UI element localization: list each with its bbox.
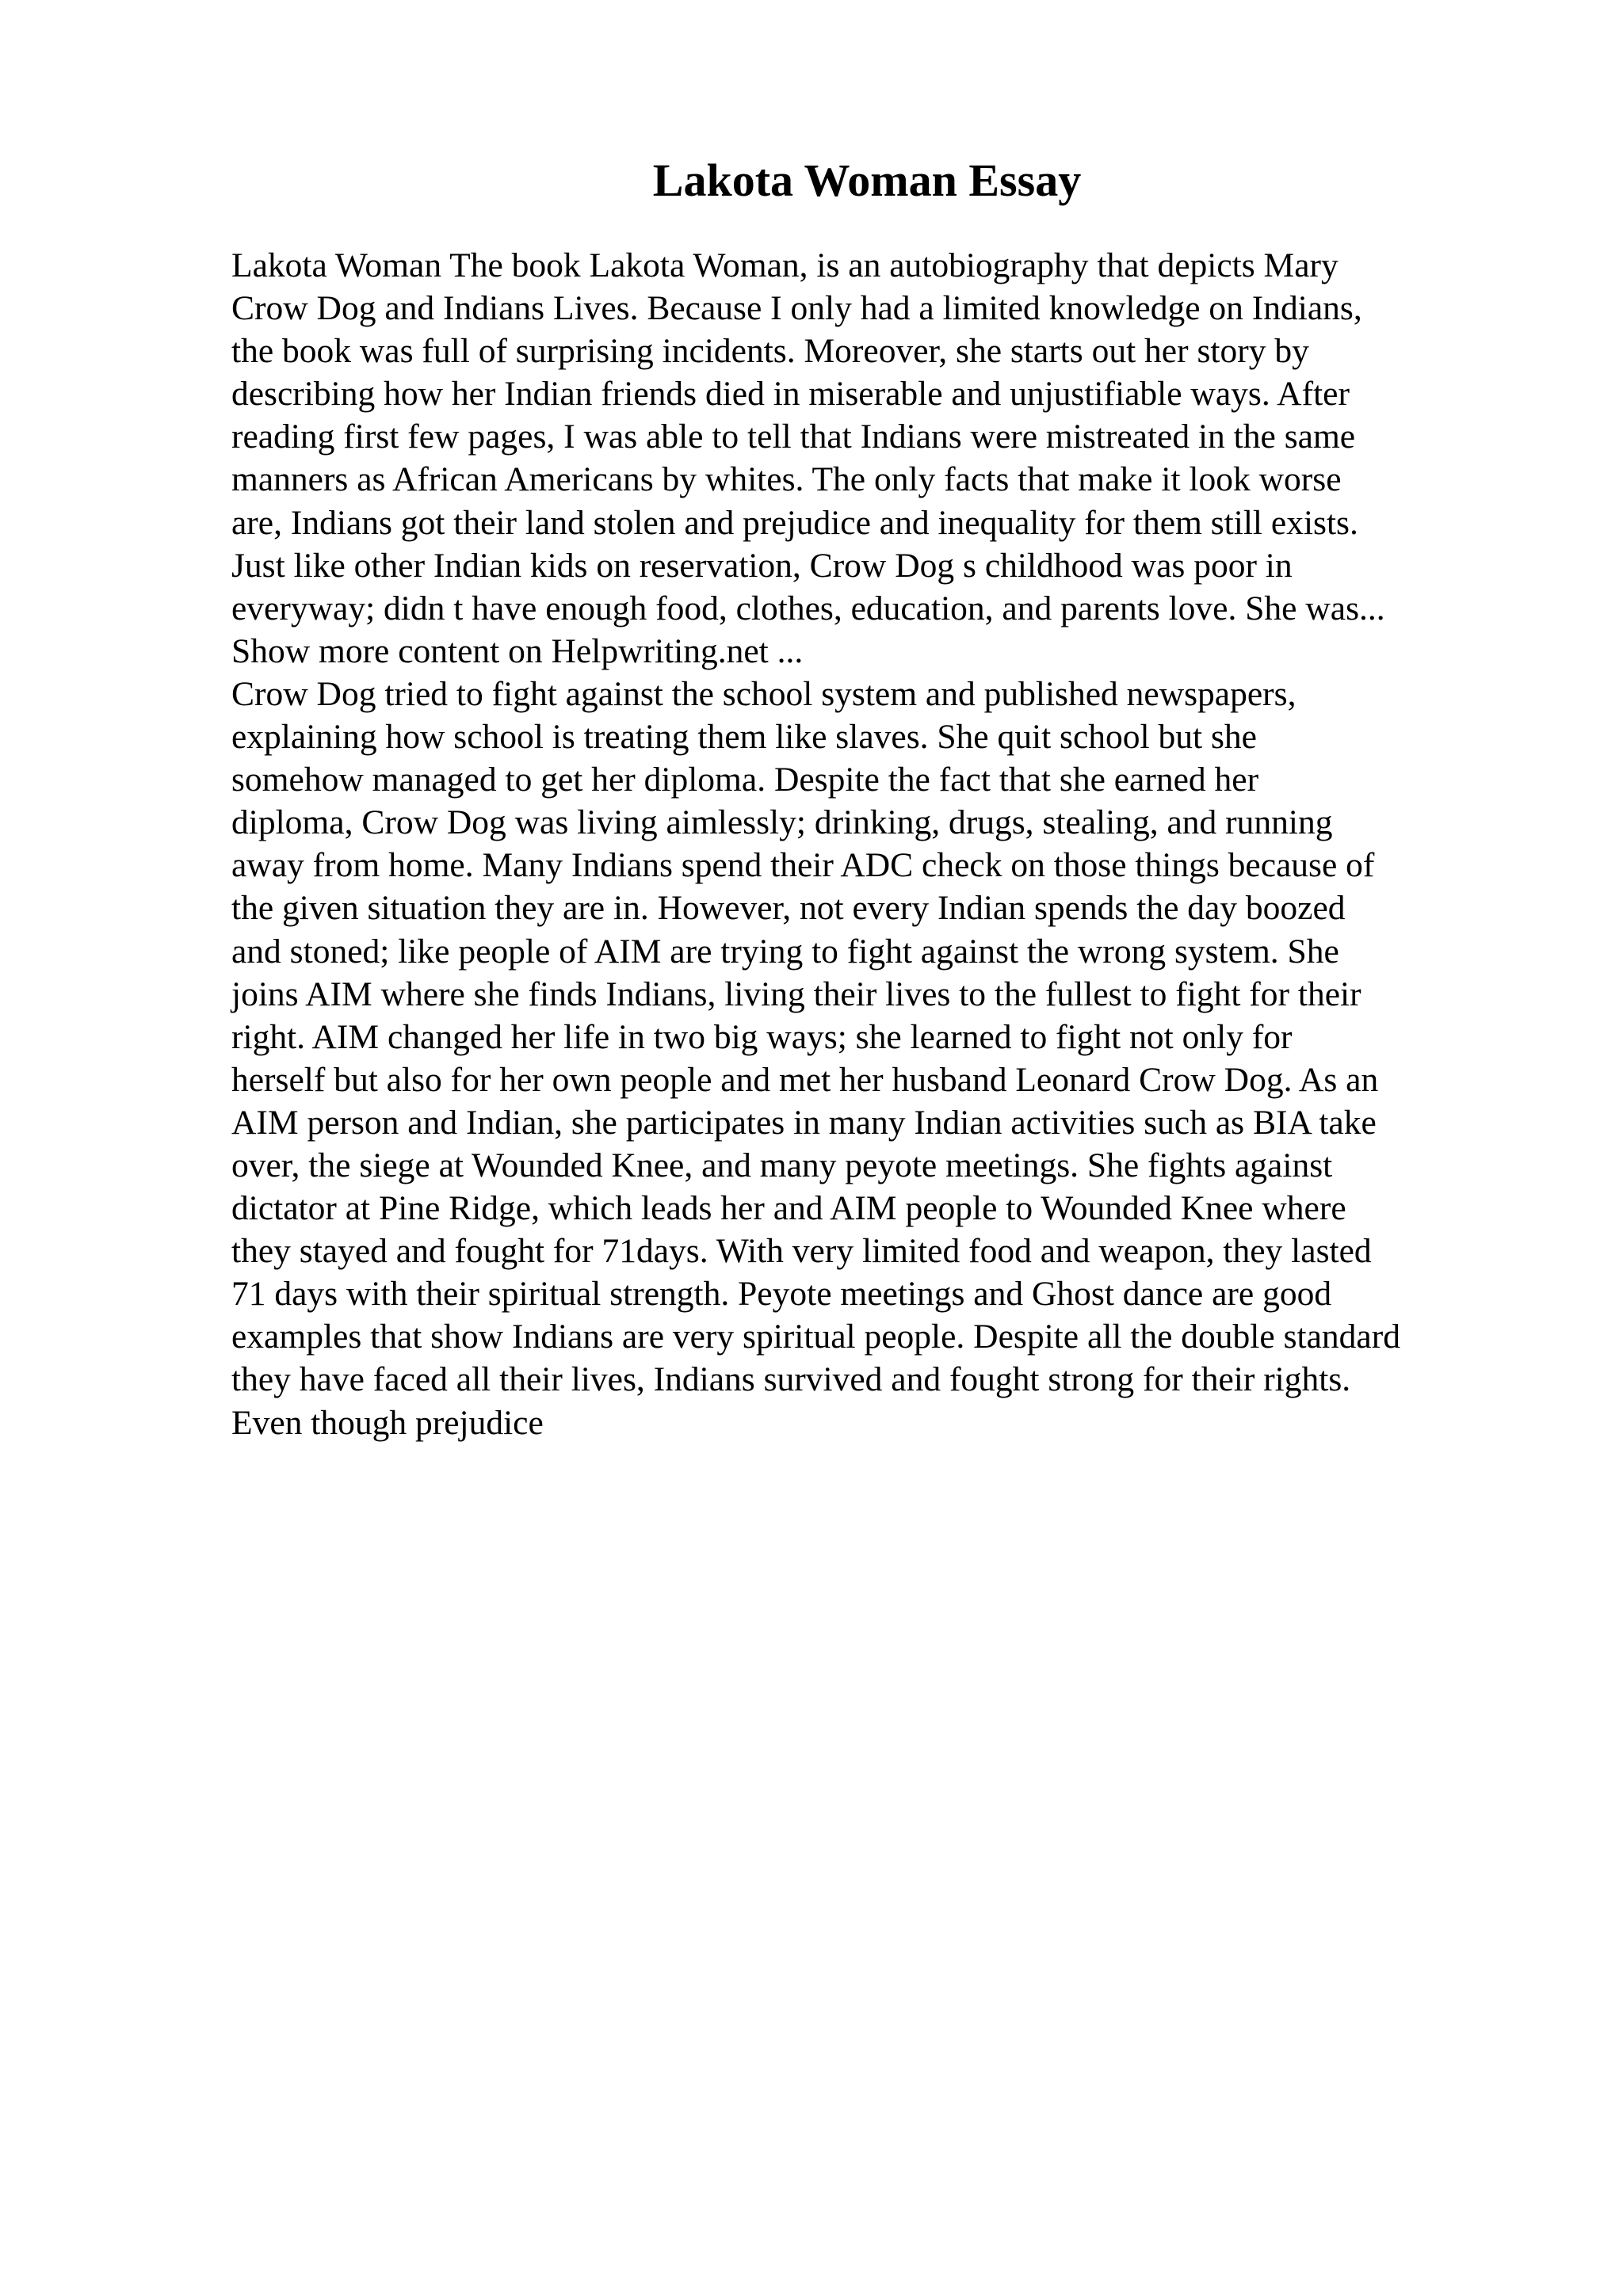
essay-line: diploma, Crow Dog was living aimlessly; drinking, drugs, stealing, and running [231, 803, 1333, 842]
essay-line: Even though prejudice [231, 1403, 544, 1442]
essay-line: everyway; didn t have enough food, clothes, education, and parents love. She was... [231, 589, 1385, 627]
essay-line: 71 days with their spiritual strength. Peyote meetings and Ghost dance are good [231, 1275, 1332, 1314]
essay-line: Crow Dog tried to fight against the school system and published newspapers, [231, 674, 1296, 713]
essay-line: and stoned; like people of AIM are trying to fight against the wrong system. She [231, 932, 1339, 971]
essay-line: they stayed and fought for 71days. With very limited food and weapon, they lasted [231, 1232, 1372, 1271]
essay-line: AIM person and Indian, she participates in many Indian activities such as BIA take [231, 1103, 1377, 1142]
essay-line: Crow Dog and Indians Lives. Because I only had a limited knowledge on Indians, [231, 289, 1362, 328]
essay-line: right. AIM changed her life in two big ways; she learned to fight not only for [231, 1017, 1293, 1056]
essay-line: somehow managed to get her diploma. Despite the fact that she earned her [231, 761, 1259, 799]
essay-line: reading first few pages, I was able to tell that Indians were mistreated in the same [231, 418, 1356, 456]
essay-line: joins AIM where she finds Indians, living their lives to the fullest to fight for their [231, 974, 1361, 1013]
essay-line: dictator at Pine Ridge, which leads her and AIM people to Wounded Knee where [231, 1189, 1346, 1228]
essay-line: describing how her Indian friends died in miserable and unjustifiable ways. After [231, 375, 1350, 414]
essay-line: manners as African Americans by whites. The only facts that make it look worse [231, 460, 1342, 499]
essay-line: over, the siege at Wounded Knee, and many peyote meetings. She fights against [231, 1146, 1333, 1184]
essay-line: are, Indians got their land stolen and prejudice and inequality for them still exists. [231, 503, 1358, 542]
essay-line: they have faced all their lives, Indians survived and fought strong for their rights. [231, 1360, 1351, 1399]
essay-body [231, 244, 1623, 1444]
show-more-link[interactable]: Show more content on Helpwriting.net ... [231, 631, 804, 670]
essay-line: the book was full of surprising incidents. Moreover, she starts out her story by [231, 332, 1309, 371]
essay-line: the given situation they are in. However, not every Indian spends the day boozed [231, 889, 1346, 928]
essay-line: explaining how school is treating them like slaves. She quit school but she [231, 718, 1257, 757]
document-title: Lakota Woman Essay [652, 154, 1082, 206]
essay-line: herself but also for her own people and met her husband Leonard Crow Dog. As an [231, 1060, 1379, 1099]
essay-line: Lakota Woman The book Lakota Woman, is an autobiography that depicts Mary [231, 246, 1338, 284]
essay-line: examples that show Indians are very spiritual people. Despite all the double standard [231, 1318, 1400, 1356]
essay-line: away from home. Many Indians spend their ADC check on those things because of [231, 846, 1375, 885]
essay-line: Just like other Indian kids on reservation, Crow Dog s childhood was poor in [231, 546, 1293, 585]
